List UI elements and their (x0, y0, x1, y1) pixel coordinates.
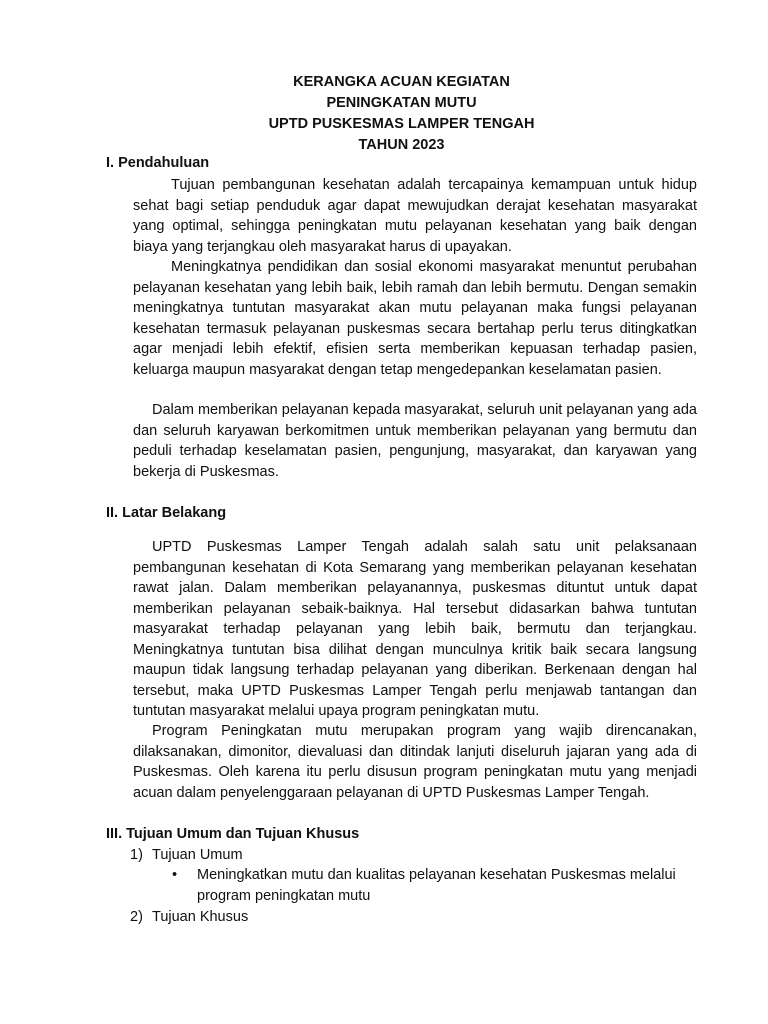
title-line-3: UPTD PUSKESMAS LAMPER TENGAH (268, 116, 535, 132)
title-line-2: PENINGKATAN MUTU (326, 95, 477, 111)
paragraph-pendahuluan-1: Tujuan pembangunan kesehatan adalah tercapainya kemampuan untuk hidup sehat bagi setiap penduduk agar dapat mewujudkan derajat kesehatan masyarakat yang optimal, sehingga peningkatan mutu pelayanan kesehatan yang baik dengan biaya yang terjangkau oleh masyarakat harus di upayakan. (133, 177, 697, 255)
list-label: Tujuan Khusus (152, 909, 249, 925)
paragraph-latar-belakang-1: UPTD Puskesmas Lamper Tengah adalah salah satu unit pelaksanaan pembangunan kesehatan di Kota Semarang yang memberikan pelayanan kesehatan rawat jalan. Dalam memberikan pelayanannya, puskesmas dituntut untuk dapat memberikan pelayanan sebaik-baiknya. Hal tersebut didasarkan bahwa tuntutan masyarakat terhadap pelayanan yang lebih baik, bermutu dan terjangkau. Meningkatnya tuntutan bisa dilihat dengan munculnya kritik baik secara langsung maupun tidak langsung terhadap pelayanan yang diberikan. Berkenaan dengan hal tersebut, maka UPTD Puskesmas Lamper Tengah perlu menjawab tantangan dan tuntutan masyarakat melalui upaya program peningkatan mutu. (133, 539, 697, 719)
list-number: 2) (130, 909, 143, 925)
list-number: 1) (130, 847, 143, 863)
list-label: Tujuan Umum (152, 847, 243, 863)
paragraph-pendahuluan-2: Meningkatnya pendidikan dan sosial ekonomi masyarakat menuntut perubahan pelayanan kesehatan yang lebih baik, lebih ramah dan lebih bermutu. Dengan semakin meningkatnya tuntutan masyarakat akan mutu pelayanan maka fungsi pelayanan kesehatan termasuk pelayanan puskesmas secara bertahap perlu terus ditingkatkan agar menjadi lebih efektif, efisien serta memberikan kepuasan terhadap pasien, keluarga maupun masyarakat dengan tetap mengedepankan keselamatan pasien. (133, 259, 697, 378)
bullet-item (172, 865, 702, 907)
list-item-tujuan-umum (130, 845, 243, 865)
list-item-tujuan-khusus (130, 907, 248, 927)
paragraph-latar-belakang-2: Program Peningkatan mutu merupakan program yang wajib direncanakan, dilaksanakan, dimonitor, dievaluasi dan ditindak lanjuti diseluruh jajaran yang ada di Puskesmas. Oleh karena itu perlu disusun program peningkatan mutu yang menjadi acuan dalam penyelenggaraan pelayanan di UPTD Puskesmas Lamper Tengah. (133, 723, 697, 801)
paragraph-pendahuluan-3: Dalam memberikan pelayanan kepada masyarakat, seluruh unit pelayanan yang ada dan seluruh karyawan berkomitmen untuk memberikan pelayanan yang bermutu dan peduli terhadap keselamatan pasien, pengunjung, masyarakat, dan karyawan yang bekerja di Puskesmas. (133, 402, 697, 480)
title-line-1: KERANGKA ACUAN KEGIATAN (293, 74, 510, 90)
title-line-4: TAHUN 2023 (358, 137, 445, 153)
section-heading-latar-belakang: II. Latar Belakang (106, 505, 227, 521)
bullet-icon: • (172, 867, 178, 883)
section-heading-tujuan: III. Tujuan Umum dan Tujuan Khusus (106, 826, 360, 842)
bullet-text: Meningkatkan mutu dan kualitas pelayanan kesehatan Puskesmas melalui program peningkatan mutu (197, 867, 676, 904)
section-heading-pendahuluan: I. Pendahuluan (106, 155, 210, 171)
document-title (0, 72, 768, 156)
